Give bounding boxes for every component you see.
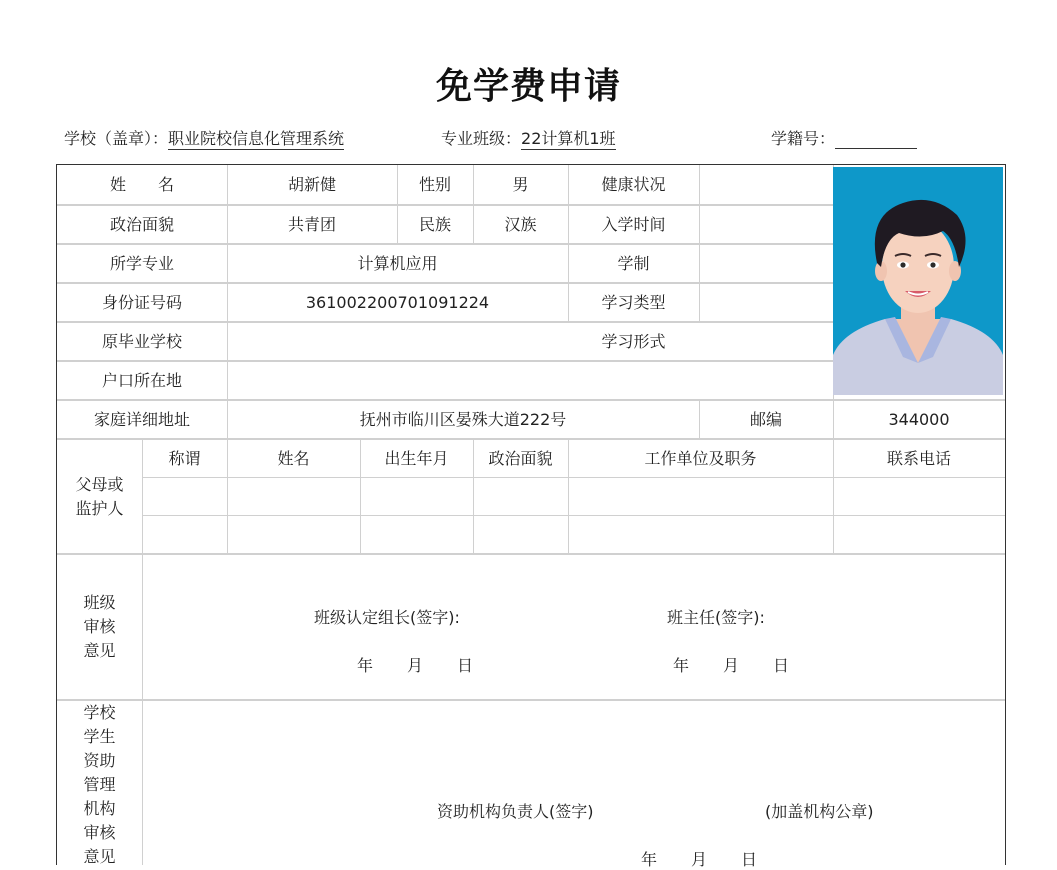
school-value[interactable]: 职业院校信息化管理系统	[168, 129, 345, 148]
class-leader-sign: 班级认定组长(签字):	[314, 608, 460, 627]
hukou-value[interactable]	[227, 361, 833, 400]
teacher-date-year: 年	[673, 656, 690, 675]
prev-school-value[interactable]	[227, 322, 568, 361]
name-label: 姓 名	[109, 175, 174, 194]
guardian-col-name: 姓名	[277, 448, 310, 468]
study-form-label: 学习形式	[601, 331, 666, 351]
schooling-value[interactable]	[699, 244, 833, 283]
study-type-value[interactable]	[699, 283, 833, 322]
political-label: 政治面貌	[109, 214, 174, 234]
guardian-col-phone: 联系电话	[886, 448, 951, 468]
teacher-date-day: 日	[773, 656, 790, 675]
head-teacher-sign: 班主任(签字):	[667, 608, 765, 627]
school-review-label: 学校 学生 资助 管理 机构 审核 意见	[83, 703, 116, 866]
school-label: 学校（盖章）：	[64, 129, 169, 148]
student-portrait-icon	[833, 167, 1003, 395]
student-no-label: 学籍号：	[771, 129, 836, 148]
prev-school-label: 原毕业学校	[101, 331, 182, 351]
id-number-label: 身份证号码	[101, 292, 182, 312]
health-value[interactable]	[699, 165, 833, 205]
class-date-year: 年	[357, 656, 374, 675]
gender-value[interactable]: 男	[512, 175, 529, 194]
gender-label: 性别	[418, 175, 451, 194]
hukou-label: 户口所在地	[101, 370, 182, 390]
ethnicity-label: 民族	[418, 214, 451, 234]
class-review-label: 班级 审核 意见	[83, 593, 116, 660]
class-value[interactable]: 22计算机1班	[521, 129, 616, 148]
class-label: 专业班级：	[441, 129, 522, 148]
id-number-value[interactable]: 361002200701091224	[305, 292, 490, 312]
aid-head-sign: 资助机构负责人(签字)	[437, 802, 594, 821]
student-no-input[interactable]	[835, 130, 917, 149]
postcode-value[interactable]: 344000	[888, 409, 950, 429]
health-label: 健康状况	[601, 175, 666, 194]
schooling-label: 学制	[617, 253, 650, 273]
class-date-month: 月	[407, 656, 424, 675]
ethnicity-value[interactable]: 汉族	[504, 214, 537, 234]
major-label: 所学专业	[109, 253, 174, 273]
guardian-section-label: 父母或 监护人	[75, 475, 124, 518]
address-label: 家庭详细地址	[93, 409, 190, 429]
class-date-day: 日	[457, 656, 474, 675]
student-photo	[833, 167, 1003, 395]
address-value[interactable]: 抚州市临川区晏殊大道222号	[359, 409, 567, 429]
school-date-month: 月	[691, 850, 708, 869]
name-value[interactable]: 胡新健	[287, 175, 336, 194]
guardian-col-relation: 称谓	[168, 448, 201, 468]
major-value[interactable]: 计算机应用	[357, 253, 438, 273]
student-no-field	[771, 126, 917, 149]
teacher-date-month: 月	[723, 656, 740, 675]
application-form	[56, 164, 1006, 869]
political-value[interactable]: 共青团	[287, 214, 336, 234]
school-date-year: 年	[641, 850, 658, 869]
guardian-col-birth: 出生年月	[384, 448, 449, 468]
study-type-label: 学习类型	[601, 292, 666, 312]
guardian-col-political: 政治面貌	[488, 448, 553, 468]
seal-note: (加盖机构公章)	[765, 802, 874, 821]
postcode-label: 邮编	[749, 409, 782, 429]
study-form-value[interactable]	[699, 322, 833, 361]
guardian-col-employer: 工作单位及职务	[644, 448, 757, 468]
school-field	[64, 126, 344, 149]
enroll-time-label: 入学时间	[601, 214, 666, 234]
school-date-day: 日	[741, 850, 758, 869]
class-field	[441, 126, 616, 149]
enroll-time-value[interactable]	[699, 205, 833, 244]
page-title: 免学费申请	[435, 66, 621, 107]
